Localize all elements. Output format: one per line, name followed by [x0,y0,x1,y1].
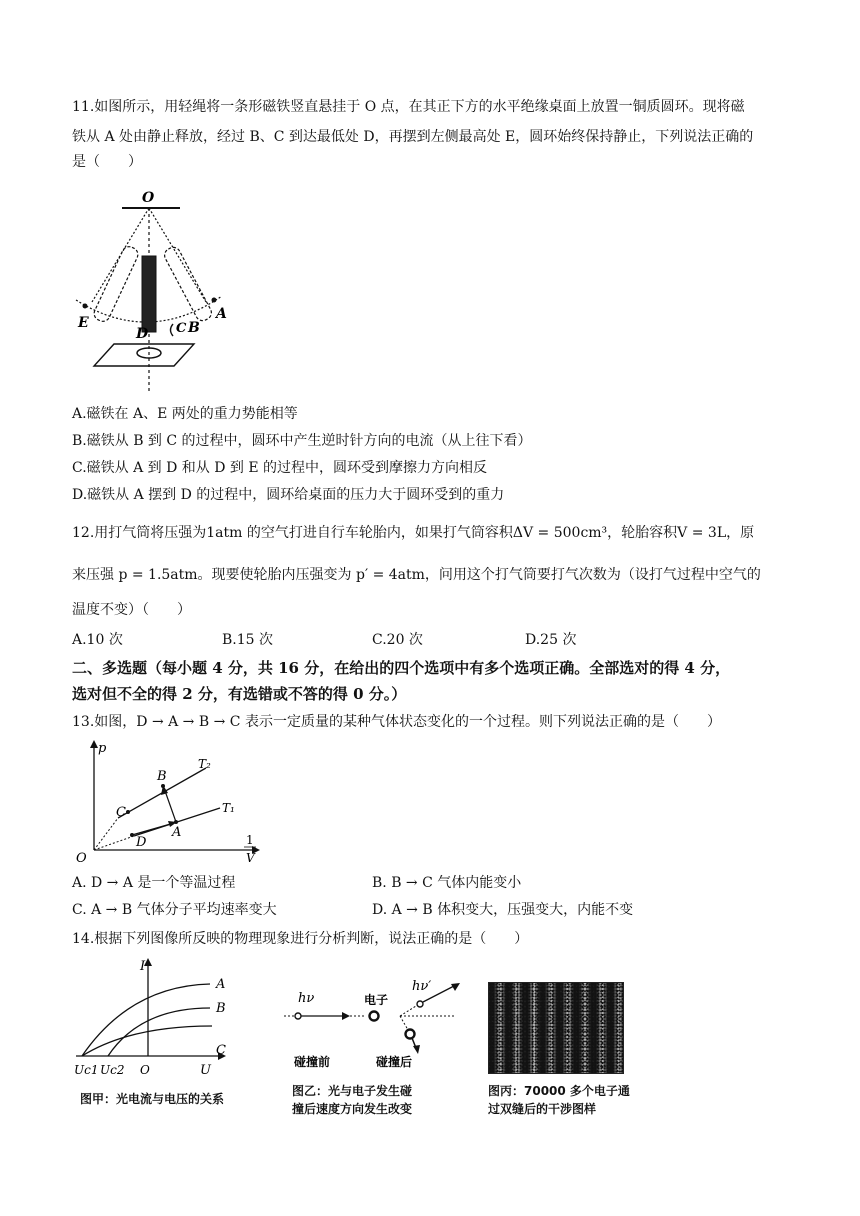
fig13-y-label: p [98,741,107,756]
fig13-origin: O [76,851,87,866]
q11-stem-line2: 铁从 A 处由静止释放，经过 B、C 到达最低处 D，再摆到左侧最高处 E，圆环始终保持静止，下列说法正确的 [72,129,754,145]
fig14a-curve-a: A [216,977,226,992]
fig14a-curve-b: B [216,1001,226,1016]
q11-option-d: D.磁铁从 A 摆到 D 的过程中，圆环给桌面的压力大于圆环受到的重力 [72,487,505,503]
section2-heading-line1: 二、多选题（每小题 4 分，共 16 分，在给出的四个选项中有多个选项正确。全部选对的得 4 分， [72,659,731,677]
fig14b-caption-line1: 图乙：光与电子发生碰 [292,1084,413,1098]
q13-option-d: D. A → B 体积变大，压强变大，内能不变 [372,902,634,918]
q11-option-a: A.磁铁在 A、E 两处的重力势能相等 [72,406,298,422]
pendulum-magnet-figure [70,186,240,394]
fig13-point-a: A [172,825,182,840]
electron-interference-pattern [488,982,624,1074]
q12-option-a: A.10 次 [72,632,123,648]
fig11-label-e: E [78,315,89,331]
fig14b-caption-line2: 撞后速度方向发生改变 [292,1102,413,1116]
fig14b-hv: hν [298,991,315,1006]
q12-stem-line3: 温度不变）（ ） [72,602,191,618]
q13-option-c: C. A → B 气体分子平均速率变大 [72,902,277,918]
fig13-point-d: D [136,835,147,850]
fig11-label-d: D [136,326,149,342]
q11-option-c: C.磁铁从 A 到 D 和从 D 到 E 的过程中，圆环受到摩擦力方向相反 [72,460,488,476]
fig14b-hv-prime: hν′ [412,979,432,994]
fig14c-caption-line1: 图丙：70000 多个电子通 [488,1084,630,1098]
fig14b-before: 碰撞前 [294,1055,331,1068]
fig14a-y-label: I [140,959,146,974]
section2-heading-line2: 选对但不全的得 2 分，有选错或不答的得 0 分。） [72,685,407,703]
fig14a-x-label: U [200,1063,211,1078]
fig14a-uc2: Uc2 [100,1063,125,1077]
q14-stem: 14.根据下列图像所反映的物理现象进行分析判断，说法正确的是（ ） [72,931,529,947]
q13-option-b: B. B → C 气体内能变小 [372,875,522,891]
photocurrent-voltage-figure [70,956,260,1078]
fig13-point-c: C [116,805,126,820]
fig14a-origin: O [140,1063,150,1077]
fig11-label-a: A [216,306,227,322]
fig11-label-b: B [188,320,200,336]
q11-stem-line1: 11.如图所示，用轻绳将一条形磁铁竖直悬挂于 O 点，在其正下方的水平绝缘桌面上放置一铜质圆环。现将磁 [72,99,745,115]
fig14c-caption [488,1082,630,1118]
fig13-point-b: B [157,769,167,784]
fig14b-after: 碰撞后 [376,1055,413,1068]
pv-graph-figure [70,738,270,866]
q13-stem: 13.如图，D → A → B → C 表示一定质量的某种气体状态变化的一个过程。则下列说法正确的是（ ） [72,714,721,730]
fig13-x-num: 1 [246,833,254,847]
fig14c-caption-line2: 过双缝后的干涉图样 [488,1102,597,1116]
q11-option-b: B.磁铁从 B 到 C 的过程中，圆环中产生逆时针方向的电流（从上往下看） [72,433,532,449]
fig14a-curve-c: C [216,1043,226,1058]
q13-option-a: A. D → A 是一个等温过程 [72,875,236,891]
fig11-label-c: C [176,321,187,336]
fig13-t2: T₂ [198,757,211,771]
compton-scattering-figure [280,976,470,1068]
q12-stem-line2: 来压强 p = 1.5atm。现要使轮胎内压强变为 p′ = 4atm，问用这个打气筒要打气次数为（设打气过程中空气的 [72,567,761,583]
fig14b-caption [292,1082,412,1118]
fig13-x-den: V [246,851,255,865]
fig13-t1: T₁ [222,801,235,815]
q12-option-b: B.15 次 [222,632,274,648]
q12-stem-line1: 12.用打气筒将压强为1atm 的空气打进自行车轮胎内，如果打气筒容积ΔV = 500cm³，轮胎容积V = 3L，原 [72,525,755,541]
q12-option-d: D.25 次 [525,632,577,648]
fig14a-caption: 图甲：光电流与电压的关系 [80,1092,225,1106]
fig14a-uc1: Uc1 [74,1063,99,1077]
q11-stem-line3: 是（ ） [72,154,142,170]
fig14b-electron: 电子 [364,993,389,1007]
fig11-label-o: O [142,190,155,206]
q12-option-c: C.20 次 [372,632,423,648]
